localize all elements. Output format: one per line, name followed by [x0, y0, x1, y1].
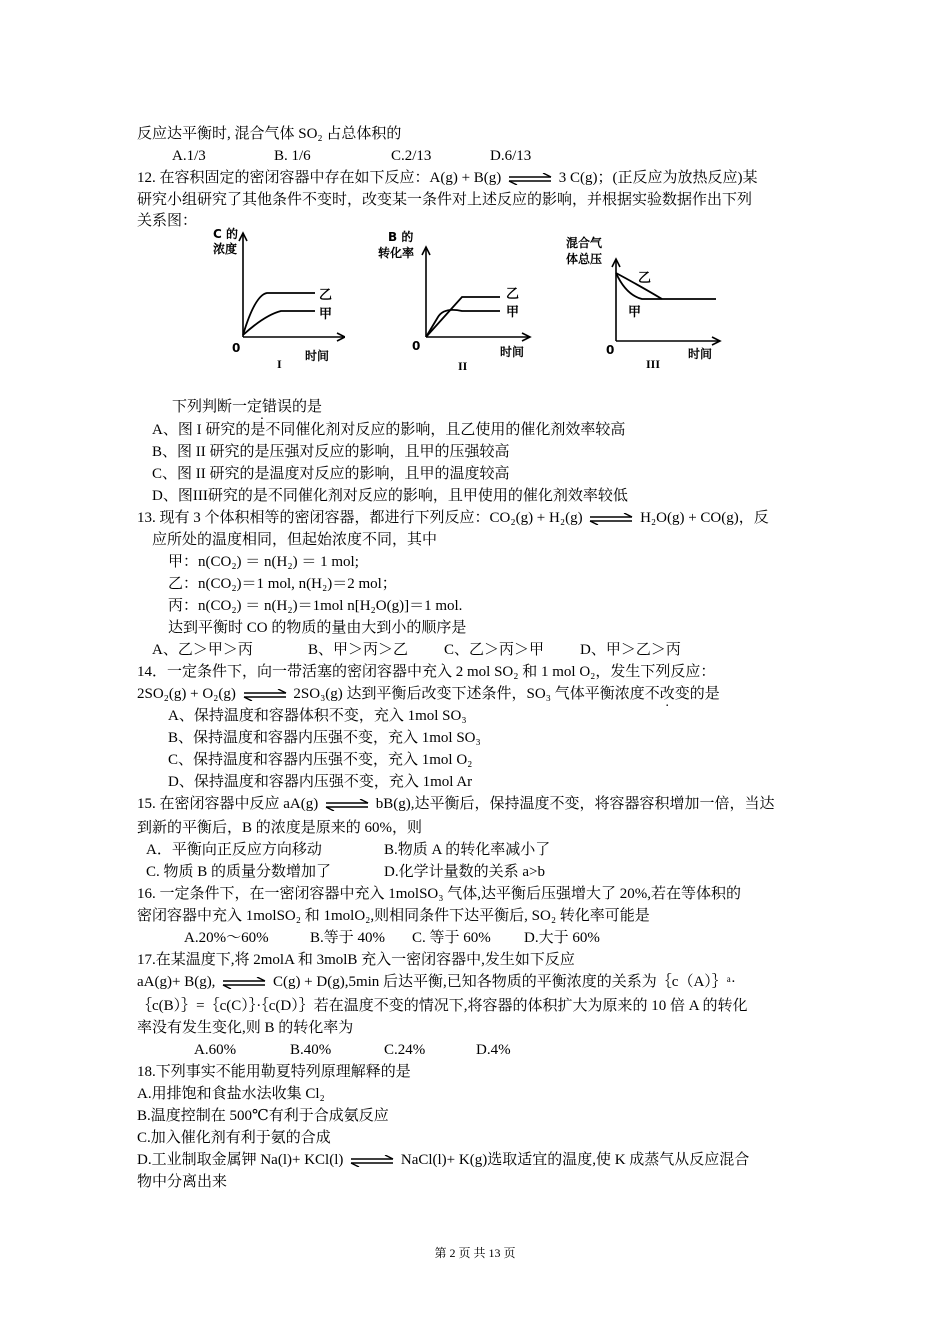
graph-ii-roman: II — [458, 359, 468, 373]
graph-i-xlabel: 时间 — [305, 349, 330, 363]
q11-option-a: A.1/3 — [172, 148, 206, 164]
equilibrium-arrow-icon — [324, 799, 370, 811]
graph-i-roman: I — [277, 357, 282, 371]
q12-stem-line2: 研究小组研究了其他条件不变时，改变某一条件对上述反应的影响，并根据实验数据作出下列 — [137, 192, 753, 208]
q16-option-b: B.等于 40% — [310, 930, 386, 946]
q16-option-c: C. 等于 60% — [412, 930, 491, 946]
q15-stem-line2: 到新的平衡后，B 的浓度是原来的 60%，则 — [137, 820, 423, 836]
q17-stem-line1: 17.在某温度下,将 2molA 和 3molB 充入一密闭容器中,发生如下反应 — [137, 952, 575, 968]
q16-option-a: A.20%～60% — [184, 930, 269, 946]
graph-i-series-jia: 甲 — [319, 307, 333, 322]
page-footer: 第 2 页 共 13 页 — [434, 1246, 516, 1260]
graph-iii-series-jia: 甲 — [628, 305, 642, 320]
graph-iii-xlabel: 时间 — [688, 347, 713, 361]
q13-option-c: C、乙＞丙＞甲 — [444, 642, 545, 658]
q13-stem: 13. 现有 3 个体积相等的密闭容器，都进行下列反应：CO₂(g) + H₂(g) H₂O(g) + CO(g)，反 — [137, 510, 769, 526]
q18-option-a: A.用排饱和食盐水法收集 Cl₂ — [137, 1086, 325, 1102]
graph-iii-origin: 0 — [606, 343, 615, 357]
graph-ii-series-yi: 乙 — [506, 287, 520, 302]
equilibrium-arrow-icon — [349, 1155, 395, 1167]
q18-option-d-line2: 物中分离出来 — [137, 1174, 228, 1190]
equilibrium-arrow-icon — [242, 689, 288, 701]
q14-option-c: C、保持温度和容器内压强不变，充入 1mol O₂ — [168, 752, 473, 768]
q15-option-c: C. 物质 B 的质量分数增加了 — [146, 864, 332, 880]
q15-option-b: B.物质 A 的转化率减小了 — [384, 842, 551, 858]
q17-option-b: B.40% — [290, 1042, 332, 1058]
q13-yi: 乙：n(CO₂)＝1 mol, n(H₂)＝2 mol； — [168, 576, 397, 592]
q13-stem-line2: 应所处的温度相同，但起始浓度不同，其中 — [152, 532, 438, 548]
q16-stem-line1: 16. 一定条件下，在一密闭容器中充入 1molSO₃ 气体,达平衡后压强增大了 20%,若在等体积的 — [137, 886, 741, 902]
q11-line: 反应达平衡时, 混合气体 SO₂ 占总体积的 — [137, 126, 402, 142]
q18-option-d: D.工业制取金属钾 Na(l)+ KCl(l) NaCl(l)+ K(g)选取适宜的温度,使 K 成蒸气从反应混合 — [137, 1152, 750, 1168]
q17-stem-line2: aA(g)+ B(g), C(g) + D(g),5min 后达平衡,已知各物质的平衡浓度的关系为｛c（A）｝ᵃ· — [137, 974, 736, 990]
graph-ii-origin: 0 — [412, 339, 421, 353]
graph-ii-series-jia: 甲 — [506, 305, 520, 320]
q12-stem-line3: 关系图： — [137, 213, 198, 229]
equilibrium-arrow-icon — [588, 513, 634, 525]
q11-option-c: C.2/13 — [391, 148, 432, 164]
q14-stem-line1: 14．一定条件下，向一带活塞的密闭容器中充入 2 mol SO₂ 和 1 mol O₂，发生下列反应： — [137, 664, 716, 680]
q15-stem: 15. 在密闭容器中反应 aA(g) bB(g),达平衡后，保持温度不变，将容器容积增加一倍，当达 — [137, 796, 775, 812]
graph-i-origin: 0 — [232, 341, 241, 355]
q13-jia: 甲：n(CO₂) ＝ n(H₂) ＝ 1 mol; — [168, 554, 359, 570]
q17-option-d: D.4% — [476, 1042, 511, 1058]
q13-option-a: A、乙＞甲＞丙 — [152, 642, 253, 658]
q17-stem-line3: ｛c(B）｝=｛c(C）｝·｛c(D）｝若在温度不变的情况下,将容器的体积扩大为原来的 10 倍 A 的转化 — [137, 998, 748, 1014]
q12-stem-part2: 3 C(g)；(正反应为放热反应)某 — [558, 170, 758, 186]
graph-ii-xlabel: 时间 — [500, 345, 525, 359]
q12-option-b: B、图 II 研究的是压强对反应的影响，且甲的压强较高 — [152, 444, 510, 460]
equilibrium-arrow-icon — [221, 977, 267, 989]
q17-option-a: A.60% — [194, 1042, 237, 1058]
q13-option-b: B、甲＞丙＞乙 — [308, 642, 409, 658]
q15-option-a: A．平衡向正反应方向移动 — [146, 842, 322, 858]
q14-stem-line2: 2SO₂(g) + O₂(g) 2SO₃(g) 达到平衡后改变下述条件，SO₃ 气体平衡浓度不改变的是 — [137, 686, 720, 702]
q12-prompt: 下列判断一定错误的是 — [172, 399, 323, 415]
q12-option-d: D、图III研究的是不同催化剂对反应的影响，且甲使用的催化剂效率较低 — [152, 488, 628, 504]
q17-stem-line4: 率没有发生变化,则 B 的转化率为 — [137, 1020, 354, 1036]
q14-emphasis: 不改变 — [644, 686, 690, 702]
graph-iii-ylabel: 混合气 体总压 — [566, 236, 603, 266]
q16-stem-line2: 密闭容器中充入 1molSO₂ 和 1molO₂,则相同条件下达平衡后, SO₂ 转化率可能是 — [137, 908, 650, 924]
graph-iii — [562, 225, 722, 375]
q14-option-b: B、保持温度和容器内压强不变，充入 1mol SO₃ — [168, 730, 481, 746]
q12-option-a: A、图 I 研究的是不同催化剂对反应的影响，且乙使用的催化剂效率较高 — [152, 422, 626, 438]
graph-iii-series-yi: 乙 — [638, 271, 652, 286]
graph-iii-roman: III — [646, 357, 661, 371]
q12-option-c: C、图 II 研究的是温度对反应的影响，且甲的温度较高 — [152, 466, 510, 482]
graph-ii — [372, 225, 532, 375]
q13-option-d: D、甲＞乙＞丙 — [580, 642, 681, 658]
q18-option-b: B.温度控制在 500℃有利于合成氨反应 — [137, 1108, 389, 1124]
q12-stem — [137, 168, 758, 188]
q14-option-d: D、保持温度和容器内压强不变，充入 1mol Ar — [168, 774, 473, 790]
q13-ask: 达到平衡时 CO 的物质的量由大到小的顺序是 — [168, 620, 467, 636]
graph-i-series-yi: 乙 — [319, 288, 333, 303]
graph-i — [205, 225, 345, 375]
q17-option-c: C.24% — [384, 1042, 426, 1058]
q13-bing: 丙：n(CO₂) ＝ n(H₂)＝1mol n[H₂O(g)]＝1 mol. — [168, 598, 463, 614]
q16-option-d: D.大于 60% — [524, 930, 600, 946]
equilibrium-arrow-icon — [507, 173, 553, 185]
graph-ii-ylabel: B 的 转化率 — [378, 230, 415, 260]
q11-option-b: B. 1/6 — [274, 148, 311, 164]
q18-option-c: C.加入催化剂有利于氨的合成 — [137, 1130, 331, 1146]
q11-option-d: D.6/13 — [490, 148, 532, 164]
q12-stem-part1: 12. 在容积固定的密闭容器中存在如下反应：A(g) + B(g) — [137, 170, 502, 186]
graph-i-ylabel: C 的 浓度 — [213, 227, 238, 256]
q12-emphasis: 一定错误 — [232, 399, 293, 415]
q14-option-a: A、保持温度和容器体积不变，充入 1mol SO₃ — [168, 708, 467, 724]
q18-stem: 18.下列事实不能用勒夏特列原理解释的是 — [137, 1064, 411, 1080]
q15-option-d: D.化学计量数的关系 a>b — [384, 864, 545, 880]
